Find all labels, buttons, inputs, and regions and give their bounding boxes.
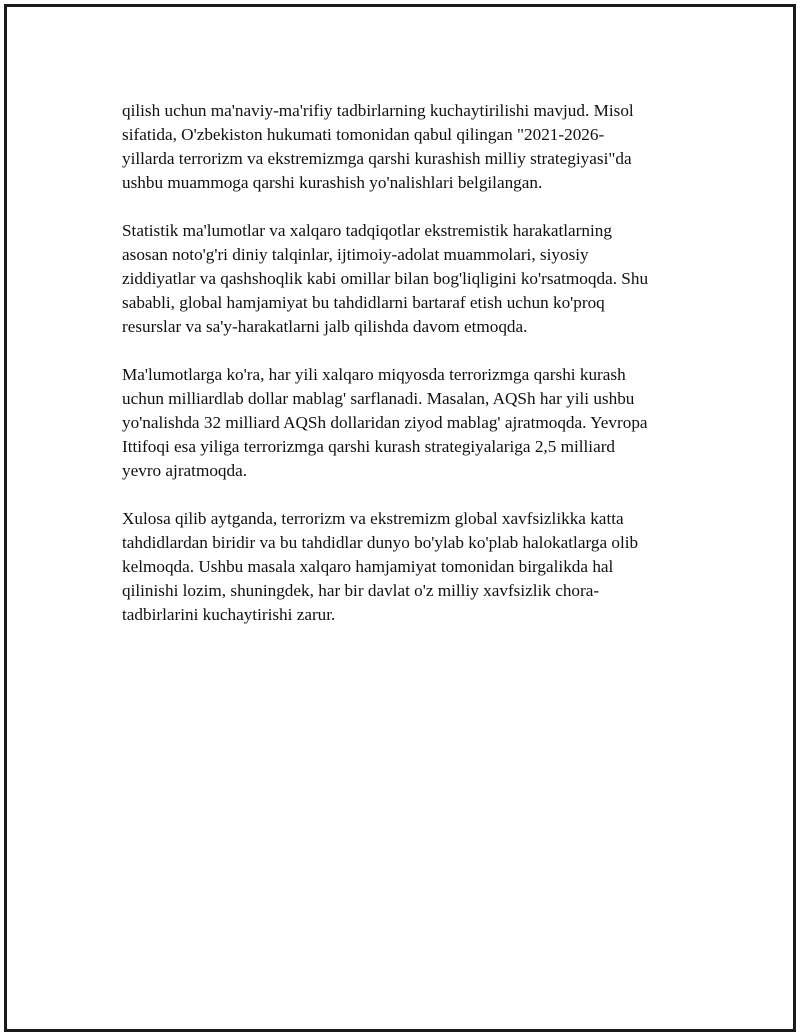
text-line: tadbirlarini kuchaytirishi zarur. xyxy=(122,605,336,624)
text-line: ushbu muammoga qarshi kurashish yo'nalishlari belgilangan. xyxy=(122,173,543,192)
text-line: kelmoqda. Ushbu masala xalqaro hamjamiyat tomonidan birgalikda hal xyxy=(122,557,614,576)
text-line: sifatida, O'zbekiston hukumati tomonidan qabul qilingan "2021-2026- xyxy=(122,125,605,144)
text-line: asosan noto'g'ri diniy talqinlar, ijtimoiy-adolat muammolari, siyosiy xyxy=(122,245,589,264)
document-page xyxy=(4,4,796,1032)
text-line: Xulosa qilib aytganda, terrorizm va ekstremizm global xavfsizlikka katta xyxy=(122,509,624,528)
text-line: Ma'lumotlarga ko'ra, har yili xalqaro miqyosda terrorizmga qarshi kurash xyxy=(122,365,626,384)
text-line: uchun milliardlab dollar mablag' sarflanadi. Masalan, AQSh har yili ushbu xyxy=(122,389,635,408)
text-line: yevro ajratmoqda. xyxy=(122,461,248,480)
text-line: resurslar va sa'y-harakatlarni jalb qilishda davom etmoqda. xyxy=(122,317,528,336)
text-line: yillarda terrorizm va ekstremizmga qarshi kurashish milliy strategiyasi"da xyxy=(122,149,632,168)
text-line: Statistik ma'lumotlar va xalqaro tadqiqotlar ekstremistik harakatlarning xyxy=(122,221,612,240)
document-body xyxy=(122,99,697,651)
paragraph-2 xyxy=(122,219,697,339)
text-line: yo'nalishda 32 milliard AQSh dollaridan ziyod mablag' ajratmoqda. Yevropa xyxy=(122,413,648,432)
paragraph-4 xyxy=(122,507,697,627)
text-line: qilinishi lozim, shuningdek, har bir davlat o'z milliy xavfsizlik chora- xyxy=(122,581,600,600)
text-line: Ittifoqi esa yiliga terrorizmga qarshi kurash strategiyalariga 2,5 milliard xyxy=(122,437,616,456)
paragraph-3 xyxy=(122,363,697,483)
paragraph-1 xyxy=(122,99,697,195)
text-line: ziddiyatlar va qashshoqlik kabi omillar bilan bog'liqligini ko'rsatmoqda. Shu xyxy=(122,269,649,288)
text-line: tahdidlardan biridir va bu tahdidlar dunyo bo'ylab ko'plab halokatlarga olib xyxy=(122,533,639,552)
text-line: qilish uchun ma'naviy-ma'rifiy tadbirlarning kuchaytirilishi mavjud. Misol xyxy=(122,101,634,120)
text-line: sababli, global hamjamiyat bu tahdidlarni bartaraf etish uchun ko'proq xyxy=(122,293,605,312)
